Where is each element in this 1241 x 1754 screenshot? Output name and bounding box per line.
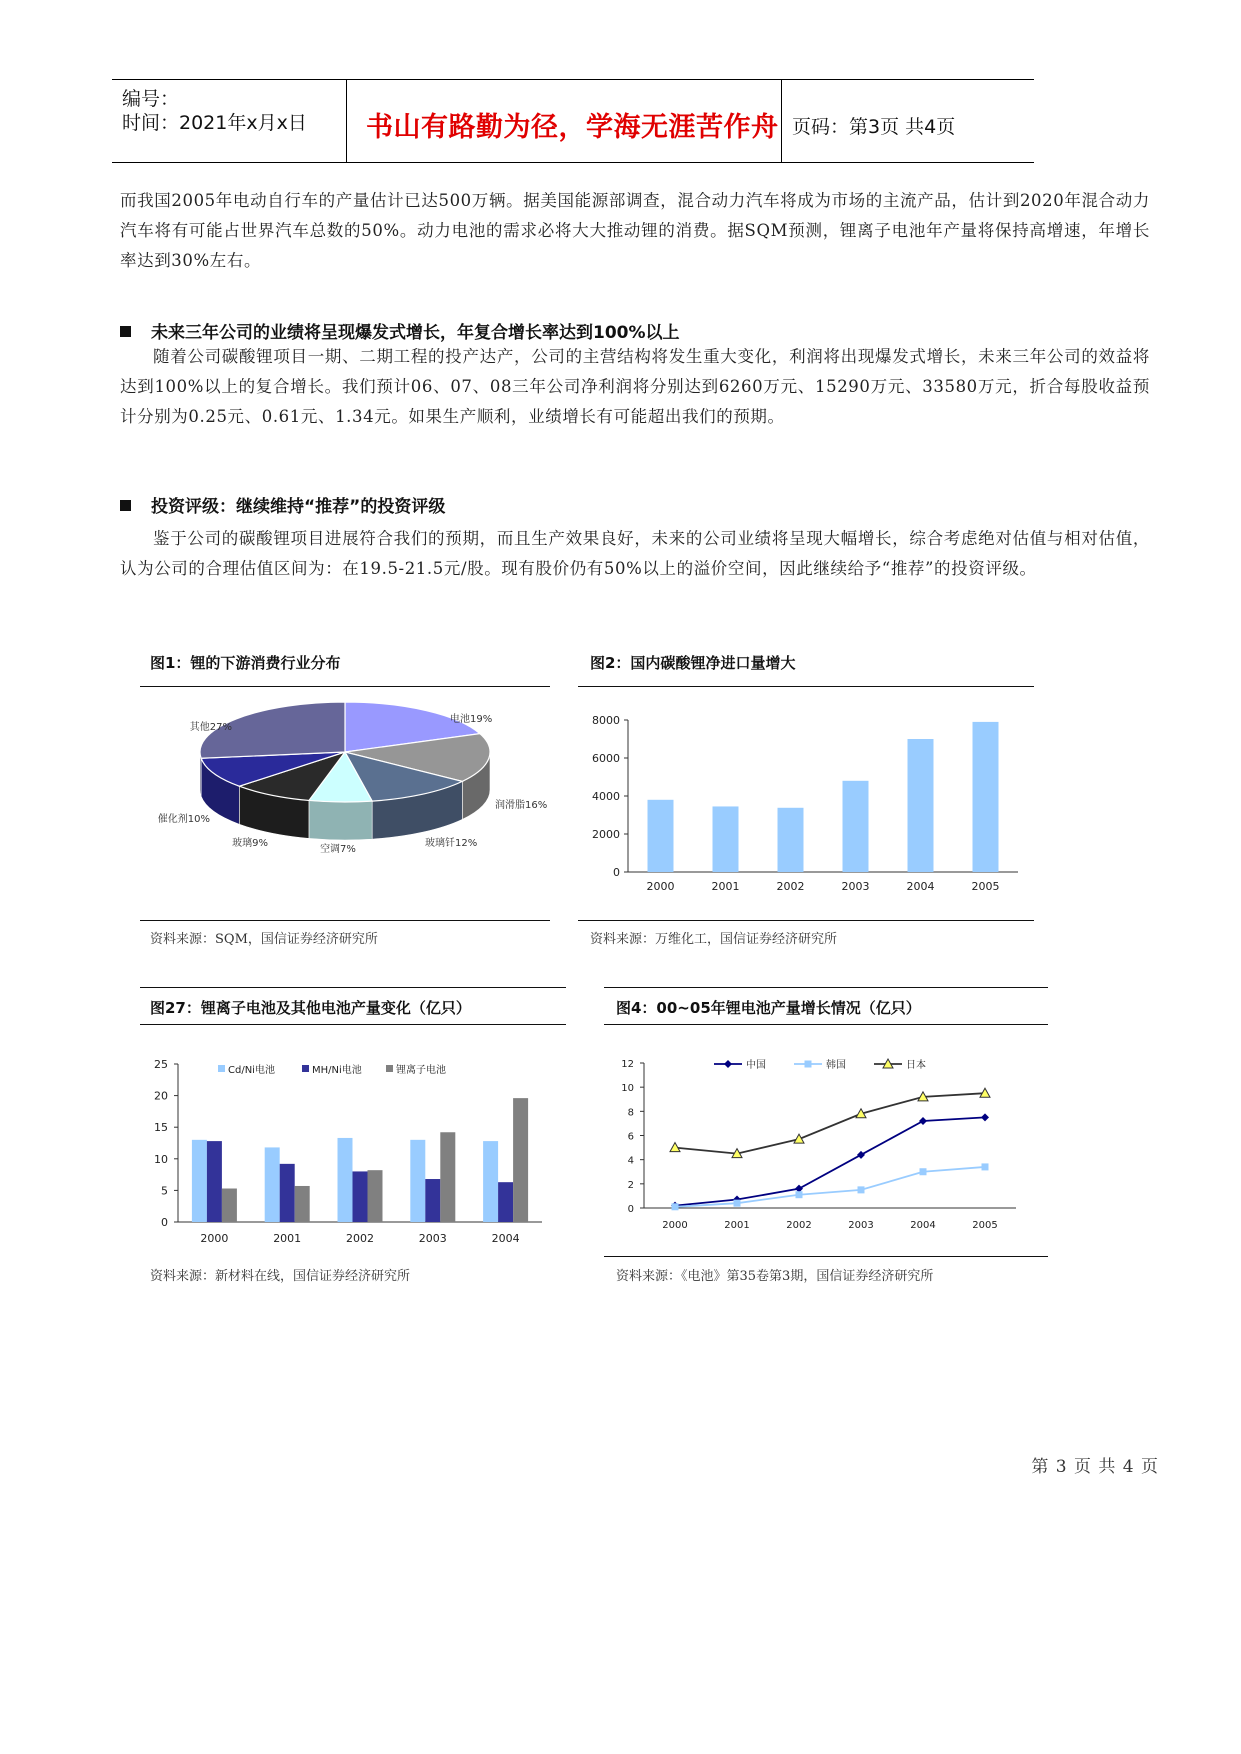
bar xyxy=(353,1171,368,1222)
bar xyxy=(843,781,869,872)
header-page-label: 页码：第3页 共4页 xyxy=(792,116,956,138)
bar xyxy=(648,800,674,872)
x-tick-label: 2005 xyxy=(972,1220,998,1231)
legend-label: Cd/Ni电池 xyxy=(228,1065,275,1076)
paragraph-3: 鉴于公司的碳酸锂项目进展符合我们的预期，而且生产效果良好，未来的公司业绩将呈现大幅增长，综合考虑绝对估值与相对估值，认为公司的合理估值区间为：在19.5-21.5元/股。现有股价仍有50%以上的溢价空间，因此继续给予“推荐”的投资评级。 xyxy=(120,529,1150,578)
legend-label: 日本 xyxy=(906,1060,926,1071)
pie-slice-label: 其他27% xyxy=(189,722,232,733)
figure-1-title: 图1：锂的下游消费行业分布 xyxy=(150,654,341,672)
x-tick-label: 2003 xyxy=(418,1232,447,1245)
x-tick-label: 2002 xyxy=(776,880,805,893)
bullet-square-icon xyxy=(120,500,131,511)
figure-3-top-rule xyxy=(140,987,566,988)
bar xyxy=(368,1170,383,1222)
x-tick-label: 2003 xyxy=(848,1220,874,1231)
line-marker xyxy=(672,1203,679,1210)
y-tick-label: 10 xyxy=(154,1152,168,1166)
bar xyxy=(778,808,804,872)
y-tick-label: 8 xyxy=(627,1107,634,1119)
legend-swatch xyxy=(302,1065,309,1072)
x-tick-label: 2001 xyxy=(273,1232,302,1245)
legend-swatch xyxy=(386,1065,393,1072)
y-tick-label: 0 xyxy=(613,866,620,879)
line-marker xyxy=(982,1163,989,1170)
line-marker xyxy=(724,1060,732,1068)
figure-1-bottom-rule xyxy=(140,920,550,921)
section-heading-growth xyxy=(120,318,680,343)
bar xyxy=(222,1189,237,1222)
header-time-label: 时间：2021年x月x日 xyxy=(122,112,307,134)
bar xyxy=(338,1138,353,1222)
line-marker xyxy=(920,1168,927,1175)
x-tick-label: 2004 xyxy=(906,880,935,893)
bar xyxy=(973,722,999,872)
header-divider-right xyxy=(781,79,782,163)
figure-2-bottom-rule xyxy=(578,920,1034,921)
x-tick-label: 2005 xyxy=(971,880,1000,893)
figure-2-title: 图2：国内碳酸锂净进口量增大 xyxy=(590,654,796,672)
bar xyxy=(713,806,739,872)
line-marker xyxy=(857,1151,865,1159)
figure-2-source: 资料来源：万维化工，国信证券经济研究所 xyxy=(590,932,838,947)
figure-4-bottom-rule xyxy=(604,1256,1048,1257)
bar xyxy=(265,1147,280,1222)
pie-slice-label: 润滑脂16% xyxy=(495,800,548,811)
line-series xyxy=(675,1093,985,1153)
pie-slice-side xyxy=(309,800,372,840)
x-tick-label: 2004 xyxy=(491,1232,520,1245)
y-tick-label: 4000 xyxy=(592,790,620,803)
x-tick-label: 2002 xyxy=(786,1220,812,1231)
line-marker xyxy=(805,1061,812,1068)
y-tick-label: 4 xyxy=(627,1155,634,1167)
figure-4-line-chart xyxy=(604,1048,1048,1248)
figure-1-top-rule xyxy=(140,686,550,687)
figure-3-title: 图27：锂离子电池及其他电池产量变化（亿只） xyxy=(150,999,471,1017)
legend-label: MH/Ni电池 xyxy=(312,1065,362,1076)
legend-label: 中国 xyxy=(746,1060,766,1071)
footer-page-number: 第 3 页 共 4 页 xyxy=(1031,1457,1159,1477)
bullet-square-icon xyxy=(120,326,131,337)
legend-label: 韩国 xyxy=(826,1060,846,1071)
section-title: 未来三年公司的业绩将呈现爆发式增长，年复合增长率达到100%以上 xyxy=(151,323,680,343)
y-tick-label: 10 xyxy=(621,1083,634,1095)
y-tick-label: 2000 xyxy=(592,828,620,841)
bar xyxy=(295,1186,310,1222)
x-tick-label: 2000 xyxy=(662,1220,688,1231)
x-tick-label: 2003 xyxy=(841,880,870,893)
y-tick-label: 5 xyxy=(161,1184,168,1198)
figure-4-title: 图4：00~05年锂电池产量增长情况（亿只） xyxy=(616,999,921,1017)
paragraph-2: 随着公司碳酸锂项目一期、二期工程的投产达产，公司的主营结构将发生重大变化，利润将出现爆发式增长，未来三年公司的效益将达到100%以上的复合增长。我们预计06、07、08三年公司净利润将分别达到6260万元、15290万元、33580万元，折合每股收益预计分别为0.25元、0.61元、1.34元。如果生产顺利，业绩增长有可能超出我们的预期。 xyxy=(120,347,1150,426)
figure-2-bar-chart xyxy=(578,695,1034,910)
section-title: 投资评级：继续维持“推荐”的投资评级 xyxy=(151,497,446,517)
y-tick-label: 8000 xyxy=(592,714,620,727)
y-tick-label: 15 xyxy=(154,1121,168,1135)
figure-4-top-rule xyxy=(604,987,1048,988)
figure-2-top-rule xyxy=(578,686,1034,687)
pie-slice-label: 玻璃9% xyxy=(232,838,268,849)
bar xyxy=(483,1141,498,1222)
y-tick-label: 6 xyxy=(627,1131,634,1143)
y-tick-label: 2 xyxy=(627,1179,634,1191)
figure-3-grouped-bar-chart xyxy=(140,1050,566,1255)
pie-slice-label: 空调7% xyxy=(320,844,356,855)
pie-slice-label: 玻璃钎12% xyxy=(425,838,478,849)
bar xyxy=(410,1140,425,1222)
bar xyxy=(513,1098,528,1222)
section-heading-rating xyxy=(120,492,445,517)
legend-label: 锂离子电池 xyxy=(396,1065,446,1076)
bar xyxy=(440,1132,455,1222)
pie-slice-label: 电池19% xyxy=(450,714,493,725)
bar xyxy=(425,1179,440,1222)
line-marker xyxy=(796,1191,803,1198)
x-tick-label: 2001 xyxy=(711,880,740,893)
header-divider-left xyxy=(346,79,347,163)
y-tick-label: 12 xyxy=(621,1059,634,1070)
pie-slice-label: 催化剂10% xyxy=(157,814,210,825)
y-tick-label: 0 xyxy=(627,1204,634,1215)
bar xyxy=(192,1140,207,1222)
paragraph-1: 而我国2005年电动自行车的产量估计已达500万辆。据美国能源部调查，混合动力汽车将成为市场的主流产品，估计到2020年混合动力汽车将有可能占世界汽车总数的50%。动力电池的需求必将大大推动锂的消费。据SQM预测，锂离子电池年产量将保持高增速，年增长率达到30%左右。 xyxy=(120,191,1150,270)
figure-3-source: 资料来源：新材料在线，国信证券经济研究所 xyxy=(150,1269,411,1284)
x-tick-label: 2002 xyxy=(346,1232,374,1245)
header-top-rule xyxy=(112,79,1034,80)
x-tick-label: 2000 xyxy=(646,880,675,893)
x-tick-label: 2001 xyxy=(724,1220,750,1231)
y-tick-label: 25 xyxy=(154,1058,168,1071)
y-tick-label: 0 xyxy=(161,1216,168,1229)
line-marker xyxy=(858,1186,865,1193)
bar xyxy=(498,1182,513,1222)
line-marker xyxy=(734,1200,741,1207)
bar xyxy=(908,739,934,872)
figure-4-source: 资料来源：《电池》第35卷第3期，国信证券经济研究所 xyxy=(616,1269,934,1284)
figure-1-source: 资料来源：SQM，国信证券经济研究所 xyxy=(150,932,378,947)
line-marker xyxy=(919,1117,927,1125)
bar xyxy=(280,1164,295,1222)
figure-1-pie-chart xyxy=(140,690,560,915)
x-tick-label: 2000 xyxy=(200,1232,229,1245)
figure-4-mid-rule xyxy=(604,1024,1048,1025)
header-number-label: 编号： xyxy=(122,88,180,110)
x-tick-label: 2004 xyxy=(910,1220,936,1231)
y-tick-label: 6000 xyxy=(592,752,620,765)
header-bottom-rule xyxy=(112,162,1034,163)
line-marker xyxy=(981,1113,989,1121)
figure-3-mid-rule xyxy=(140,1024,566,1025)
bar xyxy=(207,1141,222,1222)
y-tick-label: 20 xyxy=(154,1089,168,1103)
header-motto: 书山有路勤为径，学海无涯苦作舟 xyxy=(366,112,779,143)
legend-swatch xyxy=(218,1065,225,1072)
